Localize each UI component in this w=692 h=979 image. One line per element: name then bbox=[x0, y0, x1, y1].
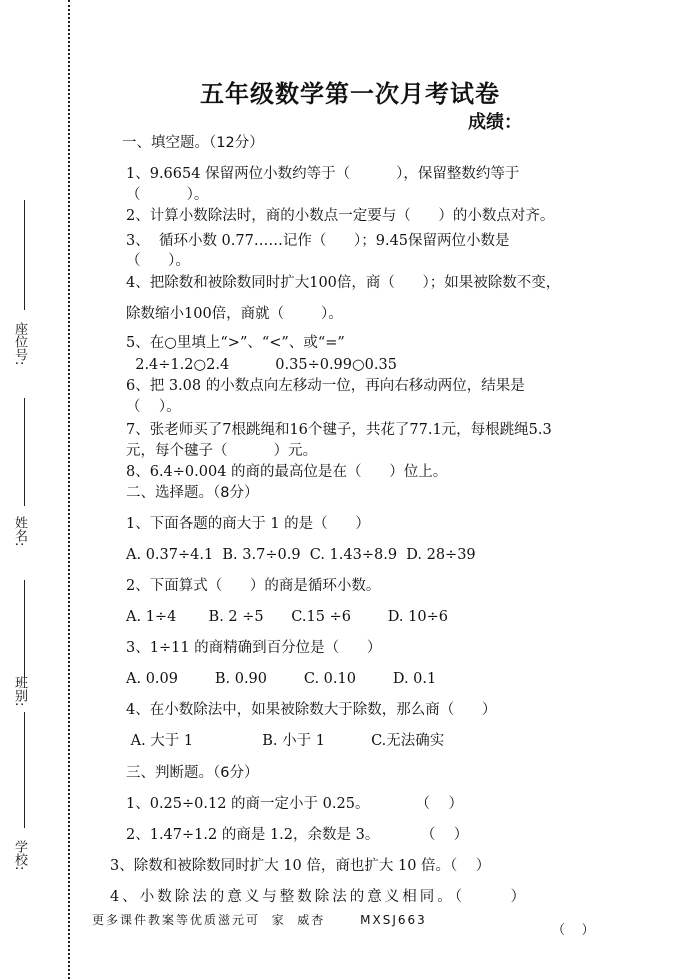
school-blank[interactable] bbox=[24, 712, 25, 828]
class-label: 班别: bbox=[12, 676, 27, 707]
seat-number-label: 座位号: bbox=[12, 322, 27, 366]
fill-q4: 4、把除数和被除数同时扩大100倍，商（ ）；如果被除数不变， bbox=[126, 275, 561, 291]
fill-q7-cont: 元，每个毽子（ ）元。 bbox=[126, 443, 318, 459]
choice-q3-options: A. 0.09 B. 0.90 C. 0.10 D. 0.1 bbox=[126, 671, 437, 687]
exam-title: 五年级数学第一次月考试卷 bbox=[200, 79, 500, 108]
fill-q5-items: 2.4÷1.2○2.4 0.35÷0.99○0.35 bbox=[126, 357, 397, 373]
section-judge-heading: 三、判断题。（6分） bbox=[126, 765, 259, 781]
footer-note: 更多课件教案等优质滋元可 家 威杏 MXSJ663 bbox=[92, 913, 427, 927]
fill-q5: 5、在○里填上“>”、“<”、或“=” bbox=[126, 335, 345, 351]
judge-q1: 1、0.25÷0.12 的商一定小于 0.25。 （ ） bbox=[126, 796, 463, 812]
fill-q7: 7、张老师买了7根跳绳和16个毽子，共花了77.1元，每根跳绳5.3 bbox=[126, 422, 552, 438]
fill-q6: 6、把 3.08 的小数点向左移动一位，再向右移动两位，结果是 bbox=[126, 378, 525, 394]
choice-q4-options: A. 大于 1 B. 小于 1 C.无法确实 bbox=[126, 733, 445, 749]
choice-q2-options: A. 1÷4 B. 2 ÷5 C.15 ÷6 D. 10÷6 bbox=[126, 609, 448, 625]
choice-q2: 2、下面算式（ ）的商是循环小数。 bbox=[126, 578, 381, 594]
fill-q3: 3、 循环小数 0.77……记作（ ）；9.45保留两位小数是 bbox=[126, 233, 510, 249]
choice-q4: 4、在小数除法中，如果被除数大于除数，那么商（ ） bbox=[126, 702, 497, 718]
section-choice-heading: 二、选择题。（8分） bbox=[126, 485, 259, 501]
footer-paren: （ ） bbox=[552, 923, 595, 938]
judge-q3: 3、除数和被除数同时扩大 10 倍，商也扩大 10 倍。（ ） bbox=[110, 858, 491, 874]
choice-q3: 3、1÷11 的商精确到百分位是（ ） bbox=[126, 640, 382, 656]
score-label: 成绩： bbox=[468, 112, 522, 133]
fill-q1-cont: （ ）。 bbox=[126, 187, 209, 203]
judge-q2: 2、1.47÷1.2 的商是 1.2，余数是 3。 （ ） bbox=[126, 827, 469, 843]
binding-dashed-line bbox=[68, 0, 70, 979]
class-blank[interactable] bbox=[24, 580, 25, 678]
choice-q1-options: A. 0.37÷4.1 B. 3.7÷0.9 C. 1.43÷8.9 D. 28÷39 bbox=[126, 547, 476, 563]
fill-q6-cont: （ ）。 bbox=[126, 399, 181, 415]
fill-q3-cont: （ ）。 bbox=[126, 253, 190, 269]
name-label: 姓名: bbox=[12, 516, 27, 547]
section-fill-heading: 一、填空题。（12分） bbox=[122, 135, 264, 151]
name-blank[interactable] bbox=[24, 398, 25, 506]
choice-q1: 1、下面各题的商大于 1 的是（ ） bbox=[126, 516, 370, 532]
fill-q8: 8、6.4÷0.004 的商的最高位是在（ ）位上。 bbox=[126, 464, 448, 480]
fill-q2: 2、计算小数除法时，商的小数点一定要与（ ）的小数点对齐。 bbox=[126, 208, 555, 224]
fill-q4-cont: 除数缩小100倍，商就（ ）。 bbox=[126, 306, 343, 322]
fill-q1: 1、9.6654 保留两位小数约等于（ ），保留整数约等于 bbox=[126, 166, 520, 182]
seat-number-blank[interactable] bbox=[24, 200, 25, 310]
judge-q4: 4、小数除法的意义与整数除法的意义相同。（ ） bbox=[110, 889, 529, 905]
school-label: 学校: bbox=[12, 840, 27, 871]
